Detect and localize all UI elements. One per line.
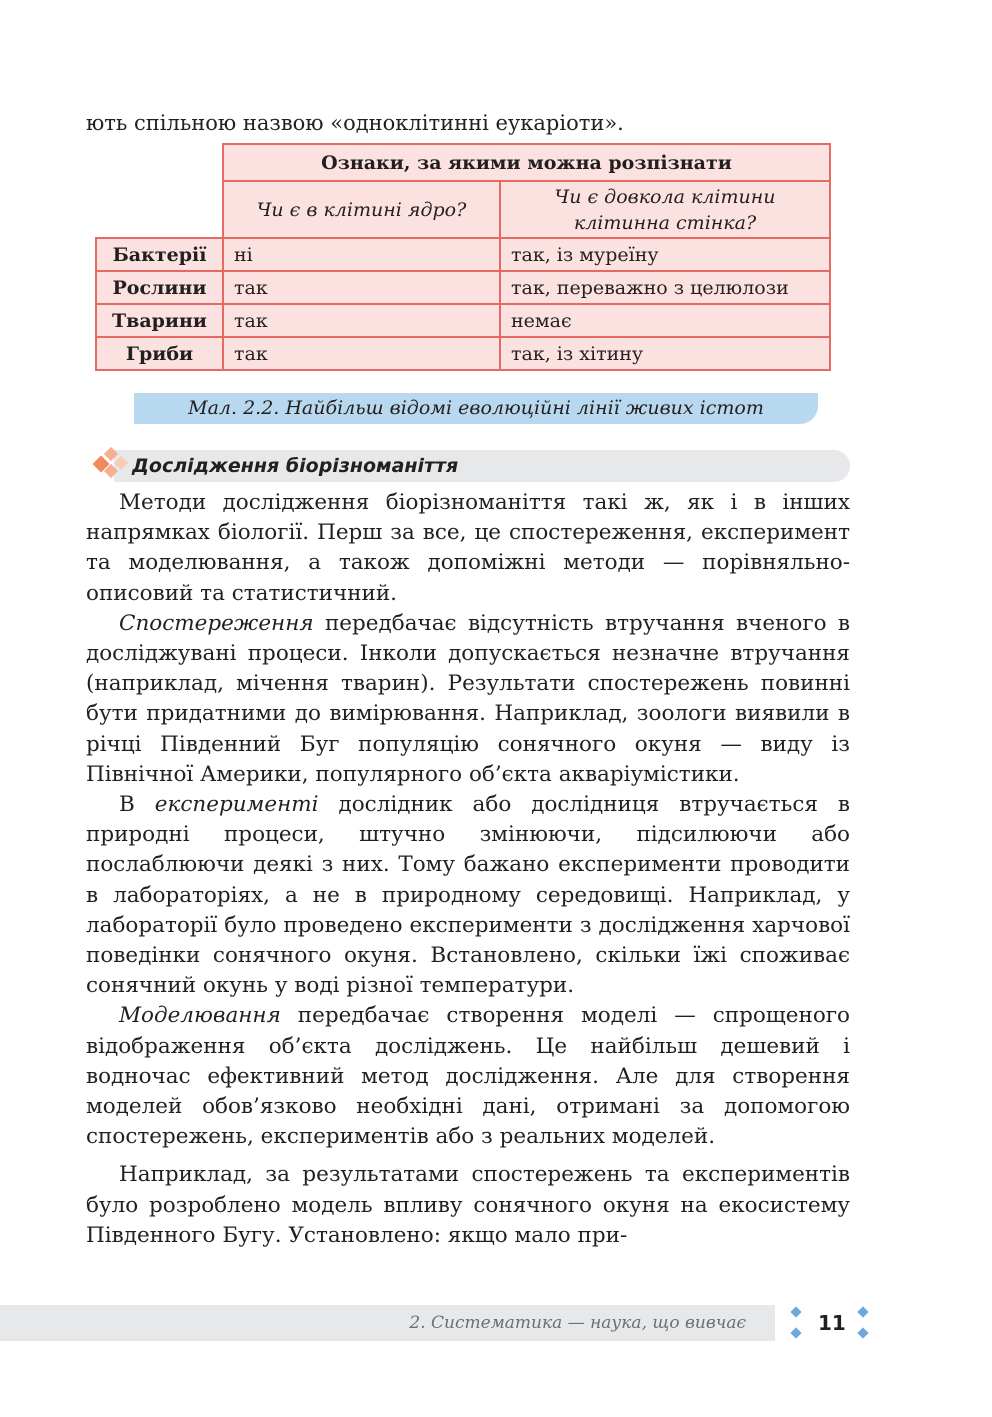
term: Спостереження xyxy=(119,610,314,636)
page-footer xyxy=(0,1305,992,1341)
wall-cell: так, із хітину xyxy=(500,337,830,370)
table-corner xyxy=(96,144,223,181)
term: Моделювання xyxy=(119,1003,281,1029)
row-header: Бактерії xyxy=(96,238,223,271)
figure-caption: Мал. 2.2. Найбільш відомі еволюційні лінії живих істот xyxy=(134,393,818,424)
table-row xyxy=(96,337,830,370)
nucleus-cell: ні xyxy=(223,238,500,271)
table-main-header: Ознаки, за якими можна розпізнати xyxy=(223,144,830,181)
diamonds-icon xyxy=(86,446,136,486)
nucleus-cell: так xyxy=(223,271,500,304)
diamond-right-icon xyxy=(853,1305,873,1341)
table-col1-header: Чи є в клітині ядро? xyxy=(223,181,500,238)
paragraph: Методи дослідження біорізноманіття такі ж, як і в інших напрямках біології. Перш за все, це спостереження, експеримент та моделювання, а також допоміжні методи — порівняльно-описовий та статистичний. xyxy=(86,490,850,606)
row-header: Рослини xyxy=(96,271,223,304)
table-col2-header: Чи є довкола клітини клітинна стінка? xyxy=(500,181,830,238)
paragraph: Моделювання передбачає створення моделі — спрощеного відображення об’єкта досліджень. Це найбільш дешевий і водночас ефективний метод дослідження. Але для створення моделей обов’язково необхідні дані, отримані за допомогою спостережень, експериментів або з реальних моделей. xyxy=(86,1003,850,1150)
paragraph: Наприклад, за результатами спостережень та експериментів було розроблено модель впливу сонячного окуня на екосистему Південного Бугу. Установлено: якщо мало при- xyxy=(86,1162,850,1248)
table-row xyxy=(96,271,830,304)
nucleus-cell: так xyxy=(223,304,500,337)
section-title: Дослідження біорізноманіття xyxy=(132,455,459,477)
body-text xyxy=(86,488,850,1251)
paragraph: В експерименті дослідник або дослідниця втручається в природні процеси, штучно змінюючи, підсилюючи або послаблюючи деякі з них. Тому бажано експерименти проводити в лабораторіях, а не в природному середовищі. Наприклад, у лабораторії було проведено експерименти з дослідження харчової поведінки сонячного окуня. Встановлено, скільки їжі споживає сонячний окунь у воді різної температури. xyxy=(86,792,850,999)
page-number: 11 xyxy=(818,1311,846,1335)
nucleus-cell: так xyxy=(223,337,500,370)
table-row xyxy=(96,304,830,337)
row-header: Гриби xyxy=(96,337,223,370)
classification-table xyxy=(95,143,831,371)
row-header: Тварини xyxy=(96,304,223,337)
wall-cell: немає xyxy=(500,304,830,337)
term: експерименті xyxy=(154,792,319,818)
diamond-left-icon xyxy=(786,1305,806,1341)
running-title: 2. Систематика — наука, що вивчає xyxy=(409,1313,746,1333)
table-corner-2 xyxy=(96,181,223,238)
intro-line: ють спільною назвою «одноклітинні еукаріоти». xyxy=(86,111,624,135)
table-row xyxy=(96,238,830,271)
wall-cell: так, переважно з целюлози xyxy=(500,271,830,304)
section-heading xyxy=(86,446,850,482)
paragraph: Спостереження передбачає відсутність втручання вченого в досліджувані процеси. Інколи допускається незначне втручання (наприклад, мічення тварин). Результати спостережень повинні бути придатними до вимірювання. Наприклад, зоологи виявили в річці Південний Буг популяцію сонячного окуня — виду із Північної Америки, популярного об’єкта акваріумістики. xyxy=(86,610,850,787)
wall-cell: так, із муреїну xyxy=(500,238,830,271)
